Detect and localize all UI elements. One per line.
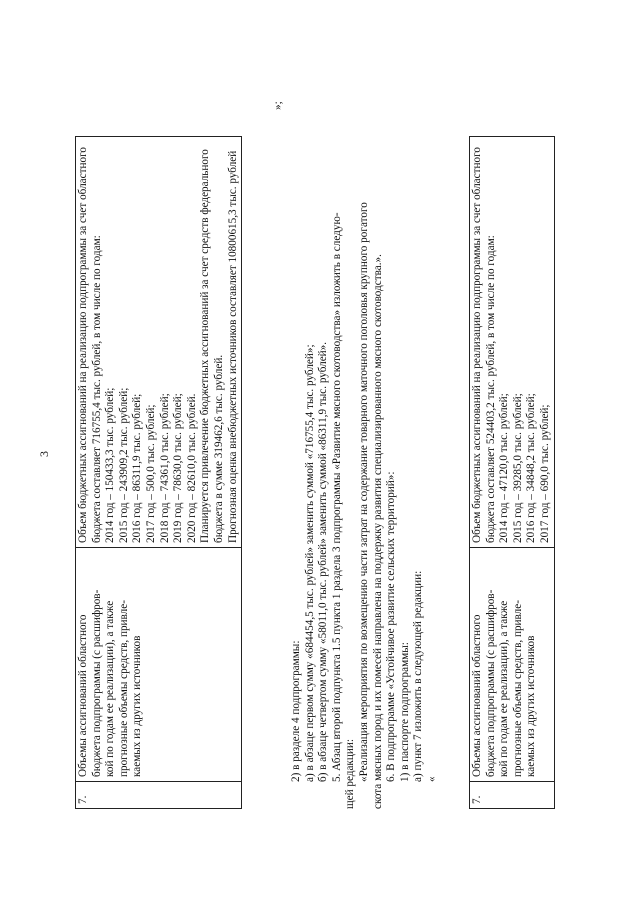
table-row [470, 137, 555, 809]
label-line: прогнозные объемы средств, привле- [511, 600, 524, 777]
row-number: 7. [76, 782, 242, 809]
content-line: Прогнозная оценка внебюджетных источников составляет 10800615,3 тыс. рублей [226, 150, 239, 543]
content-line: 2014 год – 150433,3 тыс. рублей; [104, 387, 117, 543]
paragraph: 1) в паспорте подпрограммы: [398, 642, 411, 782]
content-line: бюджета составляет 716755,4 тыс. рублей, в том числе по годам: [90, 235, 103, 543]
content-line: бюджета в сумме 319462,6 тыс. рублей. [212, 354, 225, 543]
label-line: бюджета подпрограммы (с расшифров- [90, 589, 103, 777]
content-line: бюджета составляет 524403,2 тыс. рублей, в том числе по годам: [484, 235, 497, 543]
paragraph: «Реализация мероприятия по возмещению части затрат на содержание товарного маточного поголовья крупного рогатого [357, 202, 370, 782]
paragraph: щей редакции: [344, 739, 357, 809]
label-line: кой по годам ее реализации), а также [498, 600, 511, 777]
label-line: каемых из других источников [525, 635, 538, 777]
paragraph: 6. В подпрограмме «Устойчивое развитие сельских территорий»: [385, 471, 398, 782]
row-content [470, 137, 555, 548]
label-line: каемых из других источников [131, 635, 144, 777]
content-line: 2017 год – 500,0 тыс. рублей; [144, 404, 157, 543]
row-content [76, 137, 242, 548]
paragraph: скота мясных пород и их помесей направлена на поддержку развития специализированного мясного скотоводства.». [371, 254, 384, 809]
paragraph: б) в абзаце четвертом сумму «58011,0 тыс. рублей» заменить суммой «86311,9 тыс. рублей». [317, 341, 330, 782]
paragraph: 5. Абзац второй подпункта 1.5 пункта 1 раздела 3 подпрограммы «Развитие мясного скотоводства» изложить в следую- [330, 212, 343, 782]
content-line: Объем бюджетных ассигнований на реализацию подпрограммы за счет областного [471, 147, 483, 543]
page-number: 3 [37, 451, 51, 457]
row-number: 7. [470, 782, 555, 809]
opening-quote: « [425, 776, 438, 782]
closing-quote: »; [272, 101, 284, 110]
content-line: 2015 год – 243909,2 тыс. рублей; [117, 387, 130, 543]
passport-table-1 [75, 136, 242, 809]
content-line: 2017 год – 690,0 тыс. рублей; [538, 404, 551, 543]
label-line: Объемы ассигнований областного [77, 614, 89, 777]
content-line: 2020 год – 82610,0 тыс. рублей. [185, 393, 198, 543]
table-row [76, 137, 242, 809]
content-line: 2019 год – 78630,0 тыс. рублей; [172, 393, 185, 543]
passport-table-2 [469, 136, 555, 809]
content-line: 2015 год – 39285,0 тыс. рублей; [511, 393, 524, 543]
row-label [470, 548, 555, 782]
label-line: Объемы ассигнований областного [471, 614, 483, 777]
content-line: 2018 год – 74361,0 тыс. рублей; [158, 393, 171, 543]
paragraph: а) пункт 7 изложить в следующей редакции: [412, 570, 425, 782]
content-line: 2016 год – 86311,9 тыс. рублей; [131, 393, 144, 543]
label-line: прогнозные объемы средств, привле- [117, 600, 130, 777]
content-line: 2014 год – 47120,0 тыс. рублей; [498, 393, 511, 543]
label-line: кой по годам ее реализации), а также [104, 600, 117, 777]
content-line: Планируется привлечение бюджетных ассигнований за счет средств федерального [199, 149, 212, 543]
content-line: Объем бюджетных ассигнований на реализацию подпрограммы за счет областного [77, 147, 89, 543]
row-label [76, 548, 242, 782]
content-line: 2016 год – 34848,2 тыс. рублей; [525, 393, 538, 543]
paragraph: 2) в разделе 4 подпрограммы: [290, 640, 302, 782]
paragraph: а) в абзаце первом сумму «684454,5 тыс. рублей» заменить суммой «716755,4 тыс. рублей»; [303, 344, 316, 782]
label-line: бюджета подпрограммы (с расшифров- [484, 589, 497, 777]
amendment-text [290, 49, 440, 809]
